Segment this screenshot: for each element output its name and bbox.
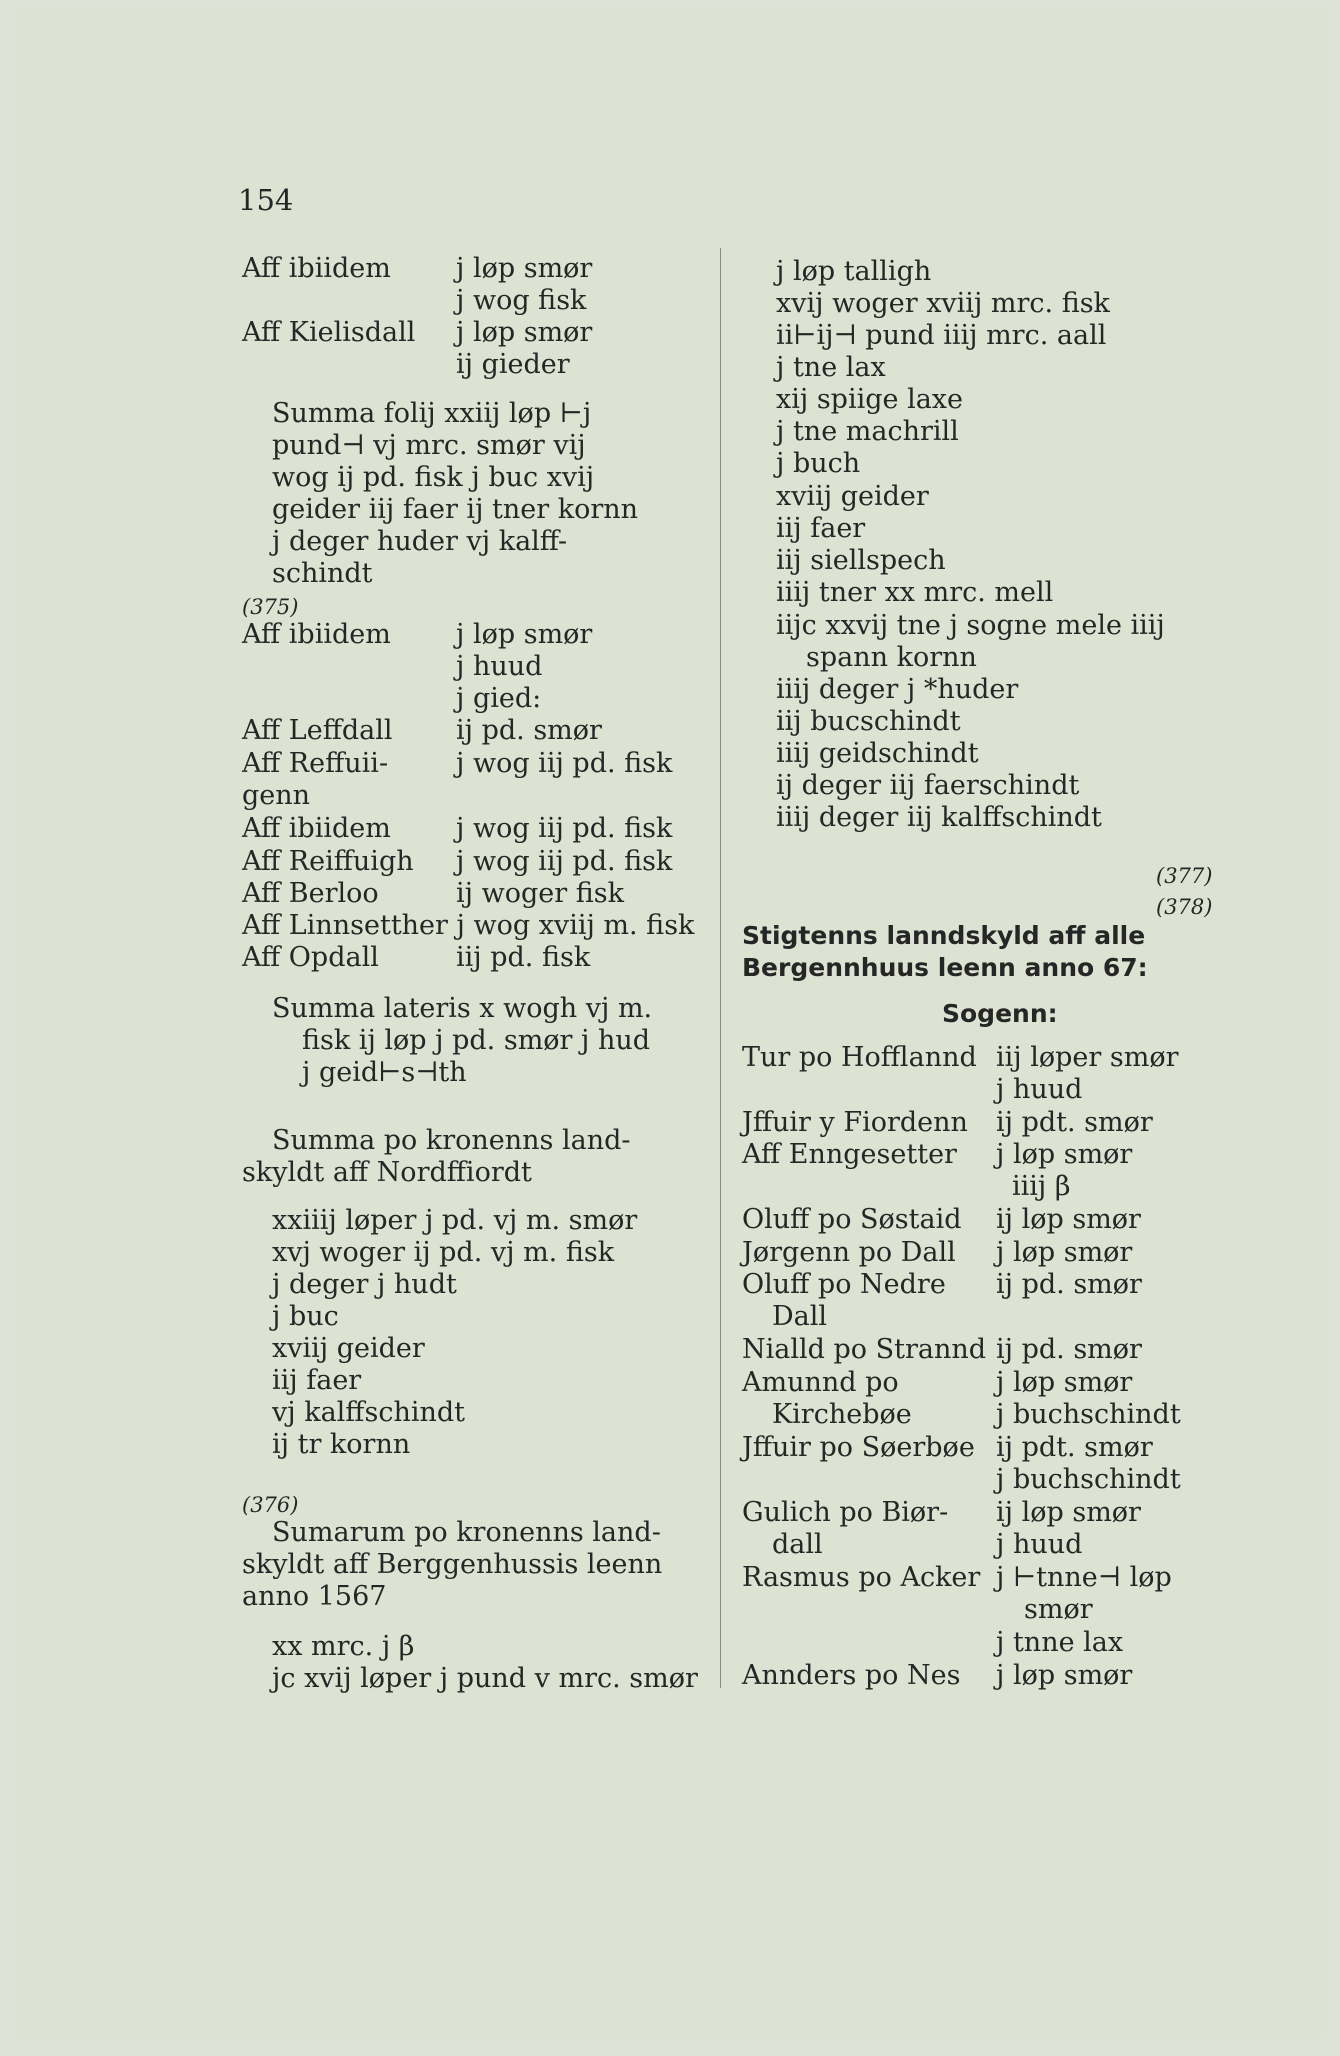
right-column-text-line: Oluff po Nedre [742, 1269, 946, 1300]
left-column-text-line: fisk ij løp j pd. smør j hud [302, 1025, 651, 1056]
left-column-text-line: j buc [272, 1301, 339, 1332]
left-column-text-line: jc xvij løper j pund v mrc. smør [272, 1663, 698, 1694]
right-column-text-line: iijc xxvij tne j sogne mele iiij [776, 610, 1165, 641]
right-column-text-line: dall [772, 1529, 823, 1560]
right-column-text-line: Sogenn: [942, 999, 1058, 1028]
right-column-text-line: Gulich po Biør- [742, 1497, 949, 1528]
right-column-text-line: j buchschindt [996, 1399, 1181, 1430]
right-column-text-line: iiij β [1012, 1171, 1071, 1202]
right-column-text-line: j tne machrill [776, 416, 959, 447]
right-column-text-line: ij løp smør [996, 1497, 1141, 1528]
right-column-text-line: (378) [1156, 895, 1213, 919]
right-column-text-line: Annders po Nes [742, 1660, 961, 1691]
left-column-text-line: Aff Reffuii- [242, 748, 389, 779]
right-column-text-line: j løp smør [996, 1660, 1133, 1691]
right-column-text-line: ij deger iij faerschindt [776, 770, 1080, 801]
left-column-text-line: Aff Opdall [242, 942, 379, 973]
left-column-text-line: Summa lateris x wogh vj m. [272, 993, 653, 1024]
left-column-text-line: skyldt aff Nordffiordt [242, 1157, 532, 1188]
left-column-text-line: Summa folij xxiij løp ⊢j [272, 398, 592, 429]
right-column-text-line: j tnne lax [996, 1627, 1124, 1658]
left-column-text-line: Aff ibiidem [242, 619, 391, 650]
right-column-text-line: Stigtenns lanndskyld aff alle [742, 921, 1146, 950]
right-column-text-line: iiij tner xx mrc. mell [776, 577, 1054, 608]
left-column-text-line: anno 1567 [242, 1581, 387, 1612]
right-column-text-line: Bergennhuus leenn anno 67: [742, 953, 1148, 982]
left-column-text-line: (376) [242, 1493, 299, 1517]
right-column-text-line: j buchschindt [996, 1464, 1181, 1495]
left-column-text-line: j gied: [456, 683, 542, 714]
right-column-text-line: Aff Enngesetter [742, 1139, 957, 1170]
left-column-text-line: xviij geider [272, 1333, 425, 1364]
left-column-text-line: j løp smør [456, 253, 593, 284]
right-column-text-line: xviij geider [776, 481, 929, 512]
left-column-text-line: (375) [242, 595, 299, 619]
left-column-text-line: pund⊣ vj mrc. smør vij [272, 430, 586, 461]
right-column-text-line: j tne lax [776, 352, 886, 383]
right-column-text-line: Tur po Hofflannd [742, 1042, 977, 1073]
right-column-text-line: smør [1024, 1594, 1093, 1625]
left-column-text-line: j deger huder vj kalff- [272, 526, 568, 557]
left-column-text-line: geider iij faer ij tner kornn [272, 494, 639, 525]
right-column-text-line: j løp smør [996, 1139, 1133, 1170]
right-column-text-line: xvij woger xviij mrc. fisk [776, 288, 1110, 319]
right-column-text-line: Nialld po Strannd [742, 1334, 987, 1365]
left-column-text-line: j huud [456, 651, 543, 682]
left-column-text-line: xxiiij løper j pd. vj m. smør [272, 1205, 638, 1236]
right-column-text-line: Oluff po Søstaid [742, 1204, 962, 1235]
right-column-text-line: Kirchebøe [772, 1399, 912, 1430]
left-column-text-line: iij pd. fisk [456, 942, 591, 973]
left-column-text-line: Aff Leffdall [242, 715, 393, 746]
left-column-text-line: j løp smør [456, 619, 593, 650]
right-column-text-line: xij spiige laxe [776, 384, 964, 415]
right-column-text-line: j løp smør [996, 1367, 1133, 1398]
right-column-text-line: spann kornn [806, 642, 977, 673]
left-column-text-line: ij gieder [456, 349, 570, 380]
left-column-text-line: ij pd. smør [456, 715, 602, 746]
right-column-text-line: Jffuir y Fiordenn [742, 1107, 968, 1138]
right-column-text-line: iij siellspech [776, 545, 946, 576]
left-column-text-line: iij faer [272, 1365, 362, 1396]
left-column-text-line: j wog fisk [456, 285, 587, 316]
left-column-text-line: Aff ibiidem [242, 813, 391, 844]
left-column-text-line: Summa po kronenns land- [272, 1125, 631, 1156]
document-page [16, 8, 1326, 2038]
right-column-text-line: iiij geidschindt [776, 738, 979, 769]
left-column-text-line: ij woger fisk [456, 878, 624, 909]
left-column-text-line: Aff Berloo [242, 878, 379, 909]
left-column-text-line: xvj woger ij pd. vj m. fisk [272, 1237, 615, 1268]
right-column-text-line: iij bucschindt [776, 706, 961, 737]
right-column-text-line: j løp talligh [776, 256, 932, 287]
right-column-text-line: j huud [996, 1074, 1083, 1105]
left-column-text-line: Aff Kielisdall [242, 317, 416, 348]
left-column-text-line: skyldt aff Berggenhussis leenn [242, 1549, 663, 1580]
left-column-text-line: j geid⊢s⊣th [302, 1057, 467, 1088]
left-column-text-line: genn [242, 780, 311, 811]
right-column-text-line: iij faer [776, 513, 866, 544]
left-column-text-line: j løp smør [456, 317, 593, 348]
left-column-text-line: j wog iij pd. fisk [456, 813, 673, 844]
right-column-text-line: j huud [996, 1529, 1083, 1560]
right-column-text-line: Dall [772, 1301, 828, 1332]
right-column-text-line: Amunnd po [742, 1367, 899, 1398]
left-column-text-line: j deger j hudt [272, 1269, 457, 1300]
right-column-text-line: ij pdt. smør [996, 1432, 1153, 1463]
right-column-text-line: j ⊢tnne⊣ løp [996, 1562, 1172, 1593]
right-column-text-line: ij løp smør [996, 1204, 1141, 1235]
left-column-text-line: vj kalffschindt [272, 1397, 466, 1428]
left-column-text-line: Aff Linnsetther j wog xviij m. fisk [242, 910, 695, 941]
left-column-text-line: xx mrc. j β [272, 1631, 415, 1662]
left-column-text-line: Sumarum po kronenns land- [272, 1517, 661, 1548]
right-column-text-line: Jffuir po Søerbøe [742, 1432, 975, 1463]
left-column-text-line: ij tr kornn [272, 1429, 411, 1460]
right-column-text-line: ij pd. smør [996, 1269, 1142, 1300]
right-column-text-line: ij pd. smør [996, 1334, 1142, 1365]
left-column-text-line: j wog iij pd. fisk [456, 748, 673, 779]
right-column-text-line: iiij deger iij kalffschindt [776, 802, 1102, 833]
right-column-text-line: Rasmus po Acker [742, 1562, 981, 1593]
right-column-text-line: Jørgenn po Dall [742, 1237, 956, 1268]
right-column-text-line: j løp smør [996, 1237, 1133, 1268]
left-column-text-line: wog ij pd. fisk j buc xvij [272, 462, 595, 493]
right-column-text-line: ij pdt. smør [996, 1107, 1153, 1138]
left-column-text-line: Aff ibiidem [242, 253, 391, 284]
left-column-text-line: Aff Reiffuigh [242, 846, 414, 877]
column-divider [720, 248, 721, 1688]
right-column-text-line: iiij deger j *huder [776, 674, 1019, 705]
left-column-text-line: schindt [272, 558, 373, 589]
right-column-text-line: (377) [1156, 864, 1213, 888]
right-column-text-line: j buch [776, 448, 861, 479]
page-number: 154 [238, 183, 294, 217]
left-column-text-line: j wog iij pd. fisk [456, 846, 673, 877]
right-column-text-line: iij løper smør [996, 1042, 1179, 1073]
right-column-text-line: ii⊢ij⊣ pund iiij mrc. aall [776, 320, 1107, 351]
